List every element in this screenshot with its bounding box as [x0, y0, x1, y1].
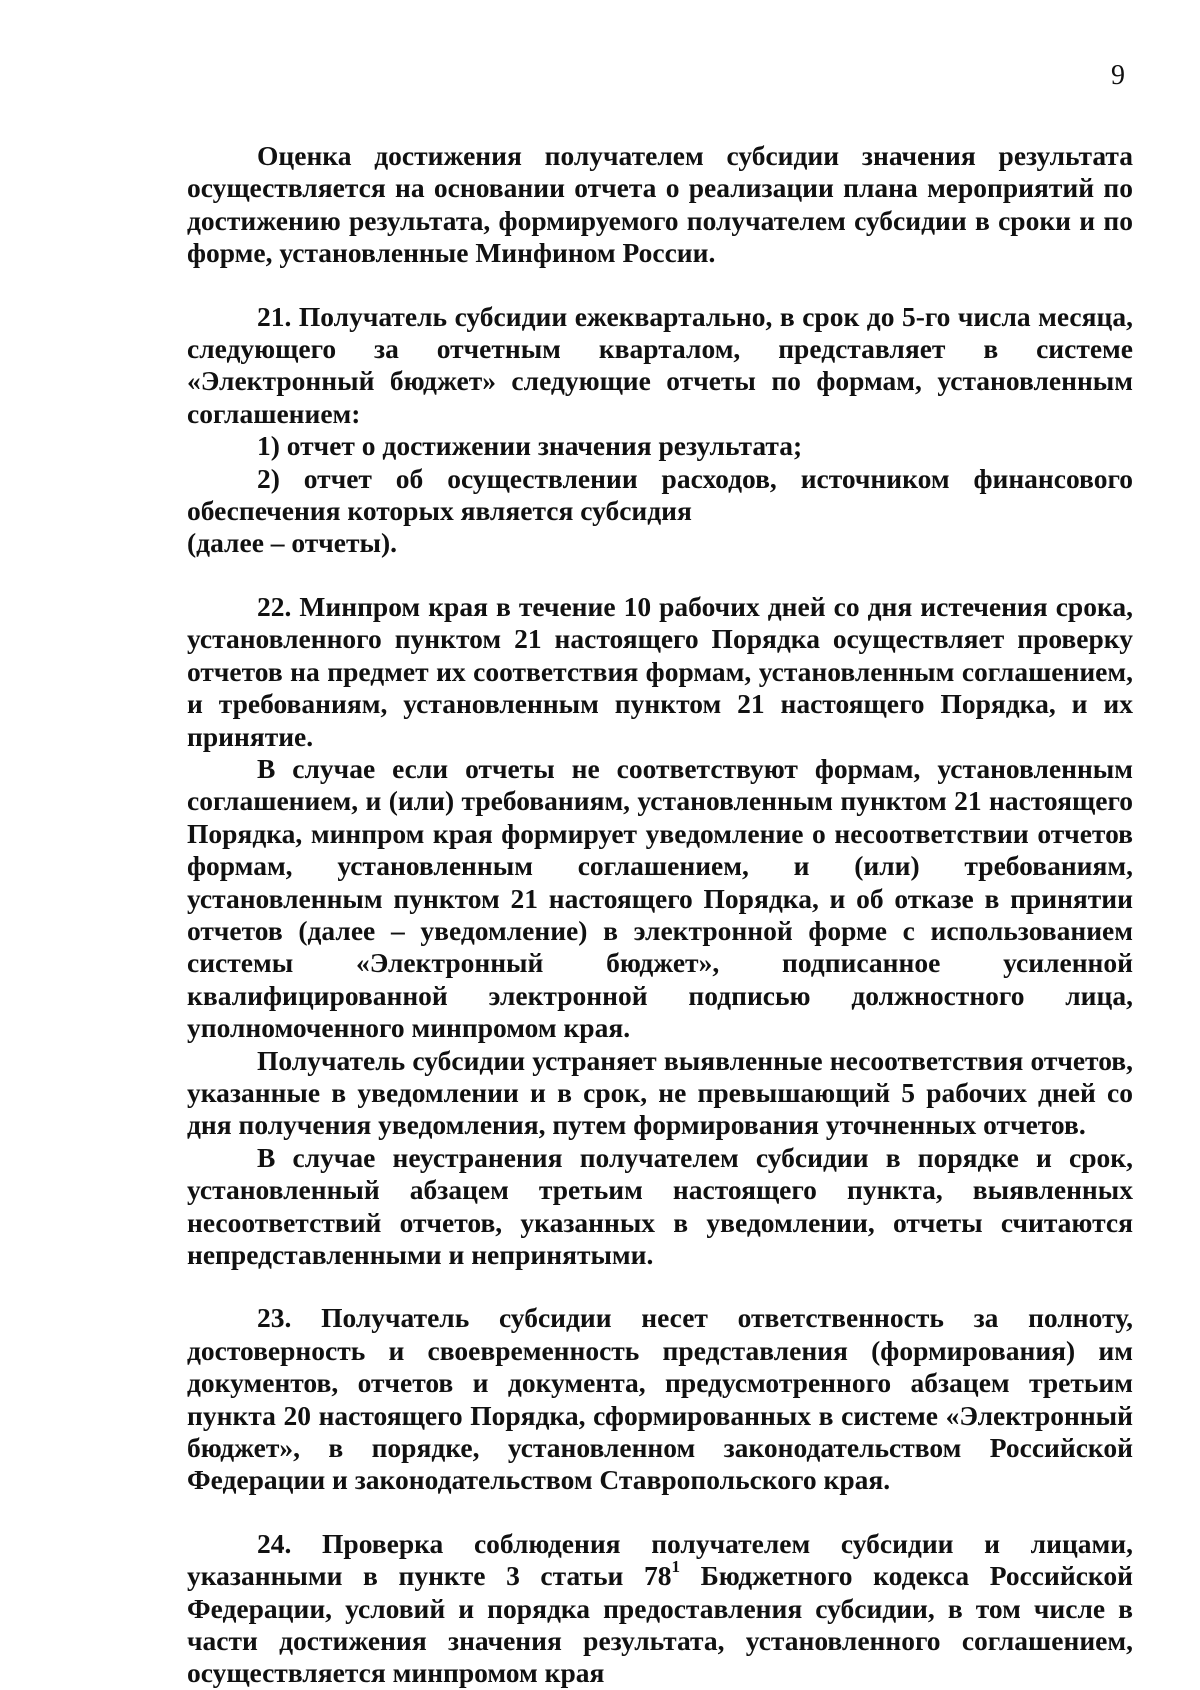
page-number: 9: [1111, 60, 1125, 91]
paragraph-item-21-tail: (далее – отчеты).: [187, 527, 398, 559]
paragraph-item-24-start: 24. Проверка соблюдения получателем субсидии и лицами, указанными в пункте 3 статьи 78: [187, 1527, 1133, 1592]
paragraph-item-21: 21. Получатель субсидии ежеквартально, в срок до 5-го числа месяца, следующего за отчетным кварталом, представляет в системе «Электронный бюджет» следующие отчеты по формам, установленным соглашением:: [187, 300, 1133, 429]
paragraph-item-24: [187, 1528, 1133, 1690]
document-body: [187, 140, 1133, 1690]
paragraph-item-21-list-1: 1) отчет о достижении значения результата;: [257, 430, 803, 462]
paragraph-item-22-rejection: В случае неустранения получателем субсидии в порядке и срок, установленный абзацем третьим настоящего пункта, выявленных несоответствий отчетов, указанных в уведомлении, отчеты считаются непредставленными и непринятыми.: [187, 1141, 1133, 1270]
paragraph-item-21-list-2: 2) отчет об осуществлении расходов, источником финансового обеспечения которых является субсидия: [187, 462, 1133, 527]
superscript-index: 1: [671, 1557, 680, 1577]
paragraph-item-22-notice: В случае если отчеты не соответствуют формам, установленным соглашением, и (или) требованиям, установленным пунктом 21 настоящего Порядка, минпром края формирует уведомление о несоответствии отчетов формам, установленным соглашением, и (или) требованиям, установленным пунктом 21 настоящего Порядка, и об отказе в принятии отчетов (далее – уведомление) в электронной форме с использованием системы «Электронный бюджет», подписанное усиленной квалифицированной электронной подписью должностного лица, уполномоченного минпромом края.: [187, 752, 1133, 1044]
paragraph-item-22-correction: Получатель субсидии устраняет выявленные несоответствия отчетов, указанные в уведомлении и в срок, не превышающий 5 рабочих дней со дня получения уведомления, путем формирования уточненных отчетов.: [187, 1044, 1133, 1141]
paragraph-result-assessment: Оценка достижения получателем субсидии значения результата осуществляется на основании отчета о реализации плана мероприятий по достижению результата, формируемого получателем субсидии в сроки и по форме, установленные Минфином России.: [187, 140, 1133, 269]
paragraph-item-22: 22. Минпром края в течение 10 рабочих дней со дня истечения срока, установленного пунктом 21 настоящего Порядка осуществляет проверку отчетов на предмет их соответствия формам, установленным соглашением, и требованиям, установленным пунктом 21 настоящего Порядка, и их принятие.: [187, 590, 1133, 752]
paragraph-item-24-end: Бюджетного кодекса Российской Федерации, условий и порядка предоставления субсидии, в том числе в части достижения значения результата, установленного соглашением, осуществляется минпромом края: [187, 1560, 1133, 1689]
paragraph-item-23: 23. Получатель субсидии несет ответственность за полноту, достоверность и своевременность представления (формирования) им документов, отчетов и документа, предусмотренного абзацем третьим пункта 20 настоящего Порядка, сформированных в системе «Электронный бюджет», в порядке, установленном законодательством Российской Федерации и законодательством Ставропольского края.: [187, 1302, 1133, 1496]
